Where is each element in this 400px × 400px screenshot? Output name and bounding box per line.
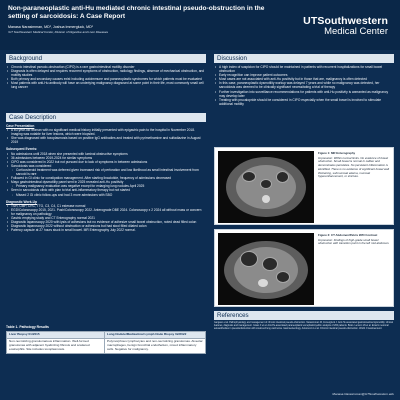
- workup-bullet: • Patency capsule at 27 hours stuck in small bowel. MR Enterography July 2022 normal.: [6, 228, 206, 232]
- contact-email[interactable]: Manasa.Narasimman@UTSouthwestern.edu: [332, 392, 394, 396]
- discussion-bullet: • A high index of suspicion for CIPO should be maintained in patients with recurrent hospitalizations for small bowel obstruction: [214, 65, 394, 73]
- table-row: [7, 338, 206, 353]
- table-header-lung: Lung Nodule/Mediastinal Lymph Node Biopsy 02/2022: [105, 332, 206, 339]
- figure-2-impression: Impression: Findings of high-grade small bowel obstruction with transition point in the left mid abdomen.: [318, 237, 390, 246]
- table-header-row: [7, 332, 206, 339]
- figure-1-caption: [318, 152, 392, 179]
- event-bullet: • No admissions until 2018 when she presented with luminal obstructive symptoms: [6, 152, 206, 156]
- discussion-heading: Discussion: [214, 54, 394, 63]
- workup-list: [6, 204, 206, 233]
- table-title: Table 1. Pathology Results: [6, 325, 49, 329]
- mr-enterography-image: [218, 151, 314, 223]
- background-list: [6, 65, 206, 90]
- background-bullet: • Both primary and secondary causes exist including autoimmune and paraneoplastic syndromes for which patients must be evaluated: [6, 77, 206, 81]
- presentation-bullet: • A 60-year-old woman with no significant medical history initially presented with epigastric pain to the hospital in November 2018. Imaging was notable for liver lesions, which were biopsied.: [6, 128, 206, 136]
- authors: Manasa Narasimman, MD¹, Joshua Immergluck, MD¹: [8, 25, 93, 29]
- references-heading: References: [214, 311, 394, 320]
- logo-wordmark: UTSouthwestern: [303, 15, 388, 27]
- workup-bullet: • EGD/Colonoscopy 2015, 2021. Push/Colonoscopy 2022. Anterograde DBE 2024. Colonoscopy x 2 2024 all without mass or concern for malignancy on pathology: [6, 208, 206, 216]
- pathology-table: [6, 331, 206, 354]
- discussion-bullet: • Further investigation into surveillance recommendations for patients with anti-Hu positivity is warranted as malignancy may develop later: [214, 90, 394, 98]
- poster-title: Non-paraneoplastic anti-Hu mediated chronic intestinal pseudo-obstruction in the setting of sarcoidosis: A Case Report: [8, 5, 265, 20]
- background-bullet: • Most patients with anti-Hu antibody will have an underlying malignancy diagnosed at some point in their life, most commonly small cell lung cancer: [6, 81, 206, 89]
- poster-header: [0, 0, 400, 50]
- ct-abdomen-image: [218, 233, 314, 305]
- figure-2-panel: [214, 229, 394, 307]
- workup-bullet: • Gastric emptying study and CT Enterography normal 2021: [6, 216, 206, 220]
- table-header-liver: Liver Biopsy 01/2015: [7, 332, 105, 339]
- event-bullet: • Followed in GI clinic for constipation management. After starting linaclotide, frequency of admissions decreased: [6, 176, 206, 180]
- figure-2-caption: [318, 234, 392, 246]
- event-bullet: • Sarcoidosis was considered: [6, 164, 206, 168]
- event-sub-bullet: ◦ Corticosteroid treatment was deferred given increased risk of perforation and low likelihood as small intestinal involvement from sarcoid is rare: [6, 168, 206, 176]
- figure-1-label: Figure 1: MR Enterography: [318, 151, 356, 155]
- case-text: [6, 124, 206, 232]
- event-bullet: • 36 admissions between 2019-2024 for similar symptoms: [6, 156, 206, 160]
- event-sub-bullet: ◦ Missed 2 GI clinic follow-ups and had 3 more admissions with SBO: [6, 193, 206, 197]
- event-bullet: • Mayo gastrointestinal dysmotility panel sent in 2025 revealed anti-Hu positivity: [6, 180, 206, 184]
- case-heading: Case Description: [6, 113, 206, 122]
- discussion-bullet: • Early recognition can improve patient outcomes: [214, 73, 394, 77]
- event-bullet: • Seen in sarcoidosis clinic with plan to trial anti-inflammatory therapy but not started: [6, 188, 206, 192]
- workup-label: Diagnostic Work-Up: [6, 199, 37, 204]
- event-sub-bullet: ◦ Primary malignancy evaluation was negative except for enlarging lung nodules April 2025: [6, 184, 206, 188]
- event-bullet: • CIPO was considered in 2022 but not pursued due to lack of symptoms in between admissions: [6, 160, 206, 164]
- affiliation: ¹UT Southwestern Medical Center, Division of Digestive and Liver Diseases: [8, 30, 109, 34]
- background-bullet: • Chronic intestinal pseudo-obstruction (CIPO) is a rare gastrointestinal motility disorder: [6, 65, 206, 69]
- background-heading: Background: [6, 54, 206, 63]
- presentation-list: [6, 128, 206, 144]
- discussion-list: [214, 65, 394, 106]
- utsw-logo: [303, 16, 388, 37]
- events-list: [6, 152, 206, 197]
- workup-bullet: • Diagnostic laparoscopy 2020 with lysis of adhesions but no evidence of adhesive small bowel obstruction, noted dead filled colon: [6, 220, 206, 224]
- workup-bullet: • Diagnostic laparoscopy 2022 without obstruction or adhesions but had stool filled dilated colon: [6, 224, 206, 228]
- presentation-bullet: • She was diagnosed with toxoplasmosis based on positive IgG antibodies and treated with pyrimethamine and sulfadiazine in August 2019: [6, 136, 206, 144]
- discussion-bullet: • Treating with prucalopride should be considered in CIPO especially when the small bowel is involved to stimulate additional motility: [214, 98, 394, 106]
- logo-subtitle: Medical Center: [324, 26, 388, 37]
- background-bullet: • Diagnosis is often delayed and requires recurrent symptoms of obstruction, radiology findings, absence of mechanical obstruction, and motility studies: [6, 69, 206, 77]
- table-cell-lung: Polymorphous lymphocytes and non-necrotizing granulomas. Alveolar macrophages, benign bronchial endothelium, mixed inflammatory cells. Negative for malignancy.: [105, 338, 206, 353]
- workup-bullet: • TSH, CMP, CRC, TTG, C3, C4, C1 esterase normal: [6, 204, 206, 208]
- references-text: Gargano et al. Pathophysiology and management of chronic intestinal pseudo-obstruction. Narasimman M, Immergluck J. Anti-Hu associated gastrointestinal dysmotility: clinical features, diagnosis and management. Graus F et al. Anti-Hu-associated paraneoplastic encephalomyelitis: analysis of 200 patients. Brain. Lennon VA et al. Enteric neuronal autoantibodies in pseudoobstruction with small-cell lung carcinoma. Gastroenterology. Antonucci A et al. Chronic intestinal pseudo-obstruction. World J Gastroenterol.: [214, 322, 393, 330]
- table-cell-liver: Non-necrotizing granulomatous inflammation. Well-formed granulomas with adjacent hyalinizing fibrosis and scattered eosinophils. Site includes toxoplasmosis.: [7, 338, 105, 353]
- discussion-text: [214, 65, 394, 106]
- case-presentation-label: Case Presentation: [6, 124, 35, 128]
- figure-2-label: Figure 2: CT Abdomen/Pelvis W/O Contrast: [318, 233, 378, 237]
- figure-1-impression: Impression: Within normal limits. No evidence of bowel obstruction. Small bowel is normal in caliber and demonstrates peristalsis. No persistent inflammation is identified. There is no evidence of significant bowel wall thickening, submucosal edema, mucosal hyperenhancement, or stricture.: [318, 155, 390, 179]
- discussion-bullet: • Most cases are not associated with anti-Hu positivity but in those that are, malignancy is often detected: [214, 77, 394, 81]
- background-text: [6, 65, 206, 90]
- figure-1-panel: [214, 147, 394, 225]
- discussion-bullet: • In this case, paraneoplastic dysmotility workup was delayed 7 years and while no malignancy was detected, her sarcoidosis was deemed to be clinically significant necessitating a trial of therapy: [214, 81, 394, 89]
- subsequent-events-label: Subsequent Events:: [6, 147, 38, 152]
